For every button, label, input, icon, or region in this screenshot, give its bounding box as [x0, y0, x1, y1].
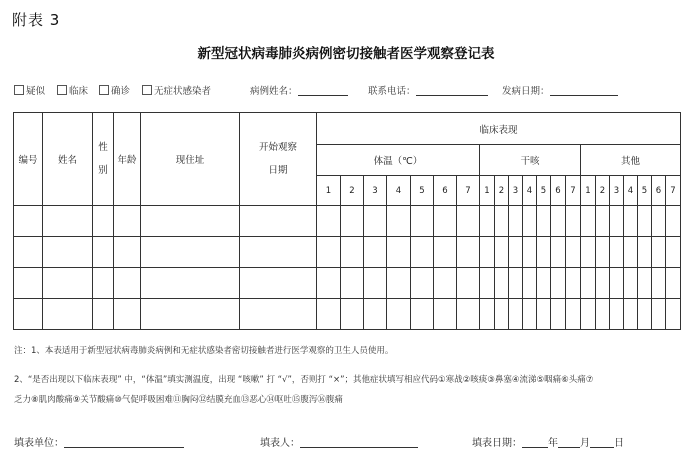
day-other-3: 3	[610, 176, 624, 206]
day-other-4: 4	[624, 176, 638, 206]
table-cell[interactable]	[624, 268, 638, 299]
table-cell[interactable]	[509, 206, 523, 237]
table-cell[interactable]	[566, 268, 581, 299]
table-cell[interactable]	[14, 206, 43, 237]
day-cough-5: 5	[537, 176, 551, 206]
table-cell[interactable]	[364, 237, 387, 268]
table-cell[interactable]	[434, 237, 457, 268]
table-cell[interactable]	[509, 237, 523, 268]
table-cell[interactable]	[523, 237, 537, 268]
fill-year-line[interactable]	[522, 447, 548, 448]
table-cell[interactable]	[537, 299, 551, 330]
table-cell[interactable]	[638, 206, 652, 237]
table-cell[interactable]	[596, 299, 610, 330]
table-cell[interactable]	[610, 268, 624, 299]
day-temp-1: 1	[317, 176, 341, 206]
observation-table	[13, 112, 681, 330]
day-temp-7: 7	[457, 176, 480, 206]
table-cell[interactable]	[596, 268, 610, 299]
fill-person-label: 填表人：	[260, 438, 300, 449]
onset-date-line[interactable]	[550, 95, 618, 96]
table-cell[interactable]	[638, 237, 652, 268]
table-cell[interactable]	[114, 237, 141, 268]
case-type-label: 临床	[69, 86, 89, 97]
day-other-7: 7	[666, 176, 681, 206]
day-cough-7: 7	[566, 176, 581, 206]
onset-date-label: 发病日期：	[502, 86, 550, 97]
table-cell[interactable]	[652, 268, 666, 299]
table-cell[interactable]	[387, 268, 411, 299]
note-line-1: 注：1、本表适用于新型冠状病毒肺炎病例和无症状感染者密切接触者进行医学观察的卫生人员使用。	[14, 346, 394, 356]
table-cell[interactable]	[114, 299, 141, 330]
fill-unit-field[interactable]	[14, 434, 184, 449]
table-cell[interactable]	[537, 268, 551, 299]
day-other-1: 1	[581, 176, 596, 206]
case-name-line[interactable]	[298, 95, 348, 96]
table-cell[interactable]	[341, 237, 364, 268]
header-start-bottom: 日期	[268, 165, 288, 176]
header-start-date	[240, 113, 317, 206]
contact-phone-field[interactable]	[368, 83, 488, 97]
form-title: 新型冠状病毒肺炎病例密切接触者医学观察登记表	[197, 46, 495, 62]
table-cell[interactable]	[114, 268, 141, 299]
table-cell[interactable]	[43, 268, 93, 299]
table-row	[14, 268, 681, 299]
case-type-confirmed[interactable]	[99, 83, 130, 97]
table-cell[interactable]	[43, 237, 93, 268]
table-cell[interactable]	[480, 299, 495, 330]
table-cell[interactable]	[537, 237, 551, 268]
table-cell[interactable]	[610, 299, 624, 330]
table-cell[interactable]	[551, 299, 566, 330]
table-cell[interactable]	[566, 206, 581, 237]
table-cell[interactable]	[457, 268, 480, 299]
table-cell[interactable]	[317, 299, 341, 330]
header-address: 现住址	[141, 113, 240, 206]
table-cell[interactable]	[523, 206, 537, 237]
header-sex-bottom: 别	[98, 165, 108, 176]
header-other: 其他	[581, 145, 681, 176]
table-cell[interactable]	[93, 237, 114, 268]
table-cell[interactable]	[624, 299, 638, 330]
table-cell[interactable]	[566, 237, 581, 268]
fill-person-field[interactable]	[260, 434, 418, 449]
table-cell[interactable]	[141, 237, 240, 268]
note-line-2: 2、“是否出现以下临床表现” 中，“体温”填实测温度，出现 “咳嗽” 打 “√”，否则打 “×”；其他症状填写相应代码①寒战②咳痰③鼻塞④流涕⑤咽痛⑥头痛⑦	[14, 375, 594, 385]
table-cell[interactable]	[652, 206, 666, 237]
table-cell[interactable]	[240, 299, 317, 330]
table-cell[interactable]	[551, 237, 566, 268]
table-cell[interactable]	[317, 237, 341, 268]
table-cell[interactable]	[14, 237, 43, 268]
fill-month-line[interactable]	[558, 447, 580, 448]
day-temp-6: 6	[434, 176, 457, 206]
header-start-top: 开始观察	[258, 142, 297, 153]
fill-unit-label: 填表单位：	[14, 438, 64, 449]
table-cell[interactable]	[495, 268, 509, 299]
table-cell[interactable]	[596, 237, 610, 268]
table-cell[interactable]	[141, 206, 240, 237]
table-cell[interactable]	[480, 206, 495, 237]
case-type-asymptomatic[interactable]	[142, 83, 211, 97]
table-cell[interactable]	[495, 299, 509, 330]
day-cough-1: 1	[480, 176, 495, 206]
day-cough-3: 3	[509, 176, 523, 206]
header-temperature: 体温（℃）	[317, 145, 480, 176]
day-temp-2: 2	[341, 176, 364, 206]
table-cell[interactable]	[93, 206, 114, 237]
contact-phone-line[interactable]	[416, 95, 488, 96]
table-cell[interactable]	[457, 206, 480, 237]
table-cell[interactable]	[638, 268, 652, 299]
table-cell[interactable]	[551, 206, 566, 237]
table-cell[interactable]	[141, 299, 240, 330]
note-line-3: 乏力⑧肌肉酸痛⑨关节酸痛⑩气促呼吸困难⑪胸闷⑫结膜充血⑬恶心⑭呕吐⑮腹泻⑯腹痛	[14, 395, 343, 405]
table-cell[interactable]	[581, 268, 596, 299]
table-cell[interactable]	[43, 206, 93, 237]
table-cell[interactable]	[480, 237, 495, 268]
table-cell[interactable]	[581, 237, 596, 268]
table-cell[interactable]	[523, 299, 537, 330]
fill-date-label: 填表日期：	[472, 438, 522, 449]
table-cell[interactable]	[387, 237, 411, 268]
table-cell[interactable]	[523, 268, 537, 299]
case-type-suspected[interactable]	[14, 83, 45, 97]
checkbox-icon[interactable]	[99, 85, 109, 95]
table-cell[interactable]	[610, 206, 624, 237]
header-cough: 干咳	[480, 145, 581, 176]
header-age: 年龄	[114, 113, 141, 206]
day-temp-5: 5	[411, 176, 434, 206]
table-cell[interactable]	[638, 299, 652, 330]
day-other-2: 2	[596, 176, 610, 206]
table-row	[14, 299, 681, 330]
table-cell[interactable]	[566, 299, 581, 330]
table-cell[interactable]	[666, 268, 681, 299]
table-cell[interactable]	[596, 206, 610, 237]
table-row	[14, 206, 681, 237]
table-cell[interactable]	[317, 268, 341, 299]
case-type-label: 无症状感染者	[154, 86, 212, 97]
header-sex	[93, 113, 114, 206]
onset-date-field[interactable]	[502, 83, 618, 97]
table-cell[interactable]	[434, 299, 457, 330]
table-cell[interactable]	[14, 268, 43, 299]
table-cell[interactable]	[652, 299, 666, 330]
checkbox-icon[interactable]	[57, 85, 67, 95]
day-temp-4: 4	[387, 176, 411, 206]
fill-person-line[interactable]	[300, 447, 418, 448]
table-cell[interactable]	[666, 237, 681, 268]
table-cell[interactable]	[495, 237, 509, 268]
table-cell[interactable]	[93, 299, 114, 330]
day-cough-2: 2	[495, 176, 509, 206]
table-cell[interactable]	[240, 268, 317, 299]
day-cough-6: 6	[551, 176, 566, 206]
year-label: 年	[548, 438, 558, 449]
case-type-label: 确诊	[111, 86, 131, 97]
table-cell[interactable]	[537, 206, 551, 237]
table-cell[interactable]	[341, 206, 364, 237]
fill-unit-line[interactable]	[64, 447, 184, 448]
table-cell[interactable]	[43, 299, 93, 330]
table-cell[interactable]	[411, 237, 434, 268]
table-cell[interactable]	[317, 206, 341, 237]
table-cell[interactable]	[411, 268, 434, 299]
table-cell[interactable]	[411, 206, 434, 237]
header-id: 编号	[14, 113, 43, 206]
day-cough-4: 4	[523, 176, 537, 206]
table-cell[interactable]	[364, 299, 387, 330]
table-cell[interactable]	[652, 237, 666, 268]
table-cell[interactable]	[495, 206, 509, 237]
header-sex-top: 性	[98, 142, 108, 153]
case-name-label: 病例姓名：	[250, 86, 298, 97]
contact-phone-label: 联系电话：	[368, 86, 416, 97]
day-temp-3: 3	[364, 176, 387, 206]
fill-day-line[interactable]	[590, 447, 614, 448]
checkbox-icon[interactable]	[142, 85, 152, 95]
checkbox-icon[interactable]	[14, 85, 24, 95]
table-cell[interactable]	[551, 268, 566, 299]
table-cell[interactable]	[581, 206, 596, 237]
table-cell[interactable]	[411, 299, 434, 330]
table-row	[14, 237, 681, 268]
table-cell[interactable]	[240, 237, 317, 268]
table-cell[interactable]	[666, 299, 681, 330]
table-cell[interactable]	[434, 268, 457, 299]
table-cell[interactable]	[141, 268, 240, 299]
table-cell[interactable]	[434, 206, 457, 237]
header-name: 姓名	[43, 113, 93, 206]
table-cell[interactable]	[341, 268, 364, 299]
appendix-label: 附表 3	[12, 11, 61, 29]
table-cell[interactable]	[480, 268, 495, 299]
header-clinical: 临床表现	[317, 113, 681, 145]
case-name-field[interactable]	[250, 83, 348, 97]
case-type-clinical[interactable]	[57, 83, 88, 97]
table-cell[interactable]	[387, 299, 411, 330]
day-other-6: 6	[652, 176, 666, 206]
table-cell[interactable]	[581, 299, 596, 330]
table-cell[interactable]	[610, 237, 624, 268]
table-cell[interactable]	[14, 299, 43, 330]
table-cell[interactable]	[509, 268, 523, 299]
day-label: 日	[614, 438, 624, 449]
table-cell[interactable]	[624, 237, 638, 268]
table-cell[interactable]	[341, 299, 364, 330]
table-cell[interactable]	[387, 206, 411, 237]
table-cell[interactable]	[624, 206, 638, 237]
day-other-5: 5	[638, 176, 652, 206]
table-cell[interactable]	[364, 268, 387, 299]
table-cell[interactable]	[240, 206, 317, 237]
month-label: 月	[580, 438, 590, 449]
fill-date-field[interactable]	[472, 434, 624, 449]
table-cell[interactable]	[93, 268, 114, 299]
table-cell[interactable]	[114, 206, 141, 237]
table-cell[interactable]	[509, 299, 523, 330]
table-cell[interactable]	[457, 237, 480, 268]
table-cell[interactable]	[457, 299, 480, 330]
table-cell[interactable]	[364, 206, 387, 237]
case-type-label: 疑似	[26, 86, 46, 97]
table-cell[interactable]	[666, 206, 681, 237]
